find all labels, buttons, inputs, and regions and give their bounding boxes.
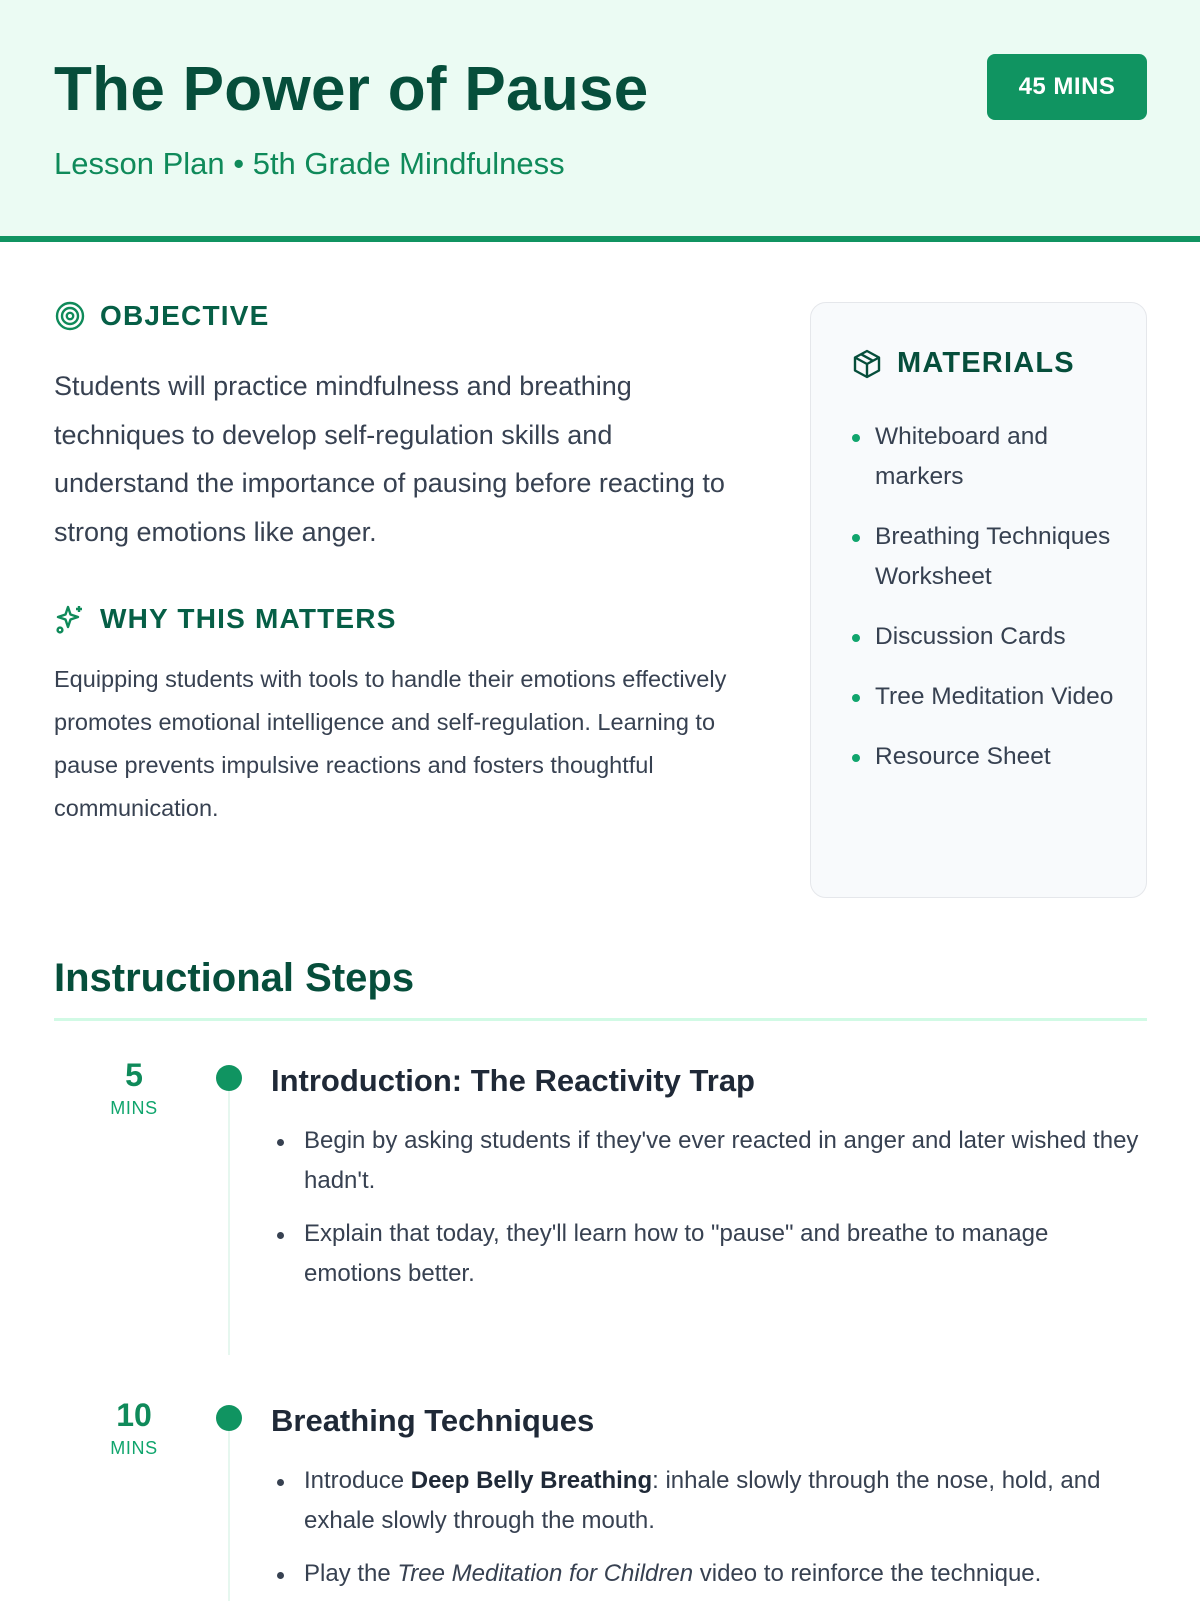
step-minutes-unit: MINS bbox=[110, 1438, 158, 1458]
materials-item: Discussion Cards bbox=[851, 617, 1121, 657]
package-icon bbox=[851, 348, 883, 380]
timeline-dot bbox=[216, 1405, 242, 1431]
instructional-steps-title: Instructional Steps bbox=[54, 956, 415, 1000]
materials-item: Resource Sheet bbox=[851, 737, 1121, 777]
why-text: Equipping students with tools to handle their emotions effectively promotes emotional intelligence and self-regulation. Learning to pause prevents impulsive reactions and fosters thoughtful communication. bbox=[54, 666, 727, 821]
materials-heading bbox=[851, 347, 1075, 380]
step-minutes: 5 bbox=[125, 1057, 143, 1093]
step-bullet: Explain that today, they'll learn how to "pause" and breathe to manage emotions better. bbox=[271, 1214, 1141, 1294]
step-bullets bbox=[271, 1461, 1141, 1607]
step-title: Breathing Techniques bbox=[271, 1403, 595, 1438]
page-subtitle: Lesson Plan • 5th Grade Mindfulness bbox=[54, 146, 565, 181]
target-icon bbox=[54, 300, 86, 332]
materials-item: Whiteboard and markers bbox=[851, 417, 1121, 497]
step-bullet: Introduce Deep Belly Breathing: inhale slowly through the nose, hold, and exhale slowly through the mouth. bbox=[271, 1461, 1141, 1541]
section-divider bbox=[54, 1018, 1147, 1021]
objective-text: Students will practice mindfulness and breathing techniques to develop self-regulation skills and understand the importance of pausing before reacting to strong emotions like anger. bbox=[54, 371, 725, 547]
objective-heading bbox=[54, 300, 270, 332]
step-bullets bbox=[271, 1121, 1141, 1307]
step-minutes: 10 bbox=[116, 1397, 152, 1433]
step-item bbox=[54, 1055, 1147, 1355]
materials-list bbox=[851, 417, 1121, 797]
materials-item: Breathing Techniques Worksheet bbox=[851, 517, 1121, 597]
step-duration bbox=[94, 1055, 174, 1121]
step-duration bbox=[94, 1395, 174, 1461]
step-item bbox=[54, 1395, 1147, 1600]
timeline-line bbox=[228, 1091, 230, 1355]
objective-heading-label: OBJECTIVE bbox=[100, 300, 270, 331]
step-bullet: Play the Tree Meditation for Children video to reinforce the technique. bbox=[271, 1554, 1141, 1594]
sparkles-icon bbox=[54, 603, 86, 635]
why-heading-label: WHY THIS MATTERS bbox=[100, 603, 397, 634]
step-minutes-unit: MINS bbox=[110, 1098, 158, 1118]
duration-badge: 45 MINS bbox=[987, 54, 1147, 120]
timeline-dot bbox=[216, 1065, 242, 1091]
materials-heading-label: MATERIALS bbox=[897, 347, 1075, 379]
step-bullet: Begin by asking students if they've ever reacted in anger and later wished they hadn't. bbox=[271, 1121, 1141, 1201]
page-title: The Power of Pause bbox=[54, 55, 649, 124]
lesson-header bbox=[0, 0, 1200, 242]
why-heading bbox=[54, 603, 397, 635]
materials-card bbox=[810, 302, 1147, 898]
timeline-line bbox=[228, 1431, 230, 1601]
materials-item: Tree Meditation Video bbox=[851, 677, 1121, 717]
video-title: Tree Meditation for Children bbox=[397, 1560, 694, 1587]
step-title: Introduction: The Reactivity Trap bbox=[271, 1063, 755, 1098]
bold-term: Deep Belly Breathing bbox=[410, 1467, 653, 1494]
